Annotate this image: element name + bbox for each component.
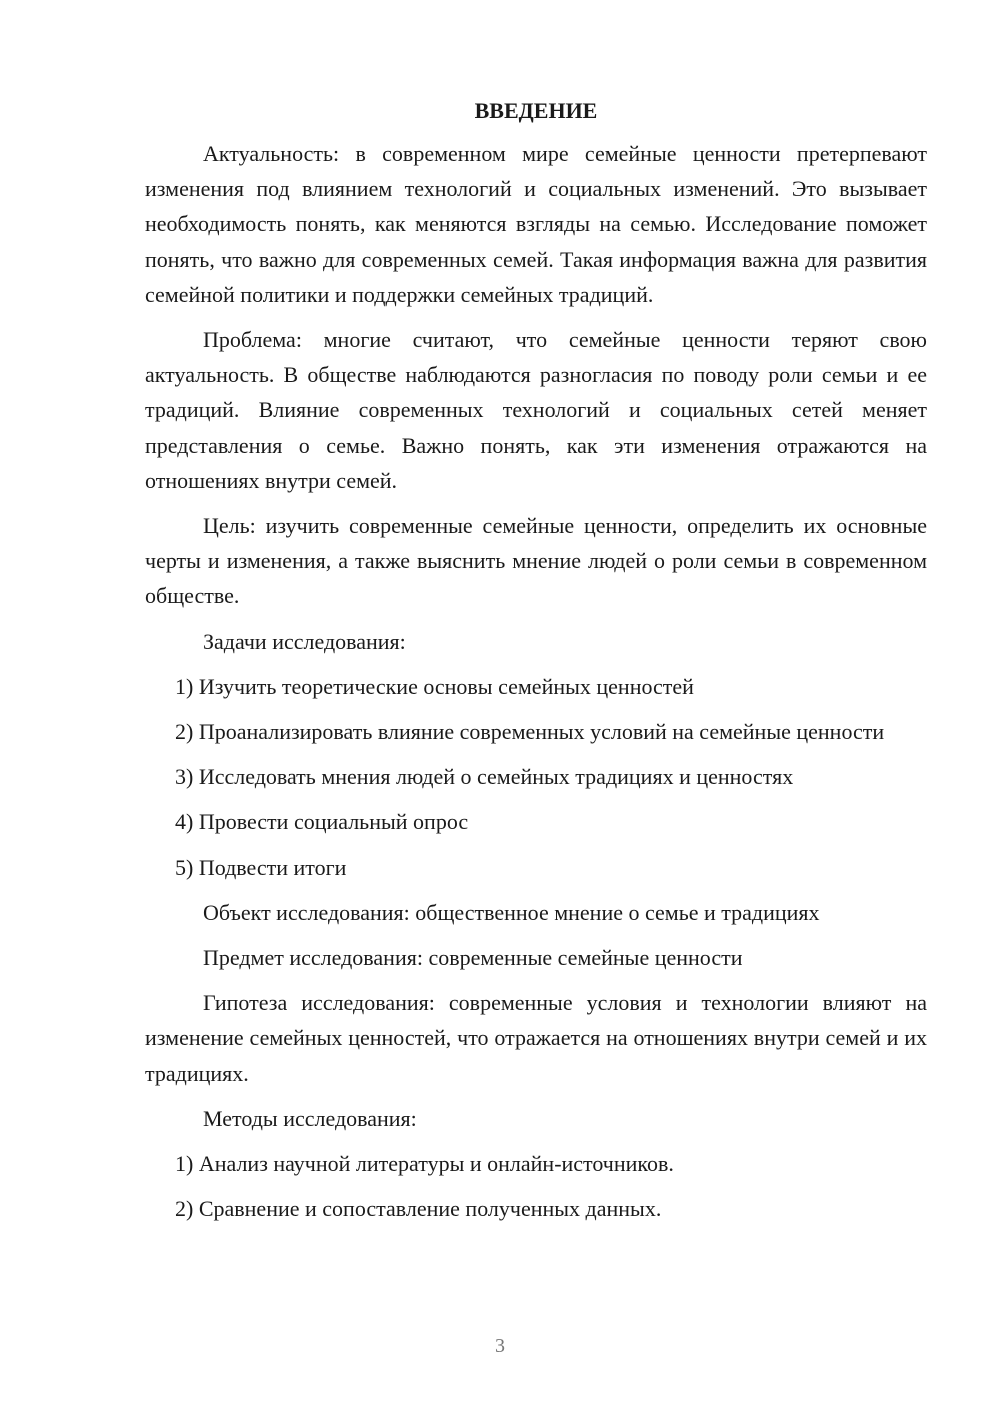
tasks-title: Задачи исследования: [203, 628, 406, 654]
task-item: 5) Подвести итоги [175, 854, 347, 880]
object-paragraph: Объект исследования: общественное мнение о семье и традициях [203, 899, 820, 925]
task-item: 2) Проанализировать влияние современных условий на семейные ценности [175, 719, 885, 745]
section-heading: ВВЕДЕНИЕ [474, 98, 598, 123]
method-item: 1) Анализ научной литературы и онлайн-источников. [175, 1151, 674, 1177]
task-item: 1) Изучить теоретические основы семейных ценностей [175, 673, 694, 699]
page-number: 3 [495, 1335, 505, 1357]
page-body [145, 96, 927, 1236]
method-item: 2) Сравнение и сопоставление полученных данных. [175, 1196, 662, 1222]
goal-paragraph: Цель: изучить современные семейные ценности, определить их основные черты и изменения, а также выяснить мнение людей о роли семьи в современном обществе. [145, 513, 927, 609]
problem-paragraph: Проблема: многие считают, что семейные ценности теряют свою актуальность. В обществе наблюдаются разногласия по поводу роли семьи и ее традиций. Влияние современных технологий и социальных сетей меняет представления о семье. Важно понять, как эти изменения отражаются на отношениях внутри семей. [145, 327, 927, 493]
task-item: 4) Провести социальный опрос [175, 809, 469, 835]
task-item: 3) Исследовать мнения людей о семейных традициях и ценностях [175, 764, 794, 790]
relevance-paragraph: Актуальность: в современном мире семейные ценности претерпевают изменения под влиянием технологий и социальных изменений. Это вызывает необходимость понять, как меняются взгляды на семью. Исследование поможет понять, что важно для современных семей. Такая информация важна для развития семейной политики и поддержки семейных традиций. [145, 141, 927, 307]
subject-paragraph: Предмет исследования: современные семейные ценности [203, 945, 743, 971]
methods-title: Методы исследования: [203, 1105, 417, 1131]
hypothesis-paragraph: Гипотеза исследования: современные условия и технологии влияют на изменение семейных ценностей, что отражается на отношениях внутри семей и их традициях. [145, 990, 927, 1086]
